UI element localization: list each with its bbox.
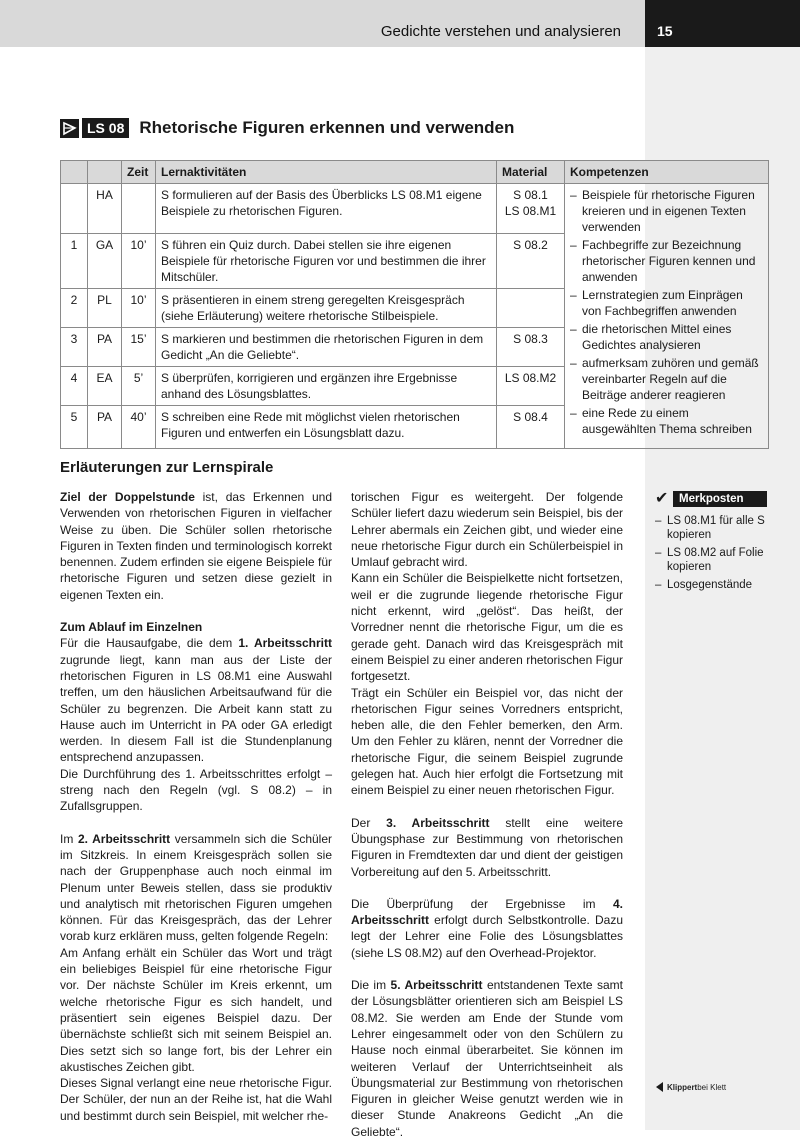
publisher-logo-icon (656, 1082, 663, 1092)
paragraph: Dieses Signal verlangt eine neue rhetorische Figur. Der Schüler, der nun an der Reihe ist, hat die Wahl und bestimmt durch sein Beispiel, mit welcher rhe- (60, 1076, 332, 1123)
ls-heading (60, 116, 514, 140)
row-zeit: 15’ (122, 328, 156, 367)
row-material: LS 08.M2 (497, 367, 565, 406)
row-zeit (122, 184, 156, 234)
row-material: S 08.1 LS 08.M1 (497, 184, 565, 234)
ls-title: Rhetorische Figuren erkennen und verwenden (139, 118, 515, 137)
paragraph: Im 2. Arbeitsschritt versammeln sich die Schüler im Sitzkreis. In einem Kreisgespräch sollen sie nach der Gruppenphase auch noch einmal im Plenum unter Beweis stellen, dass sie produktiv und analytisch mit rhetorischen Figuren umgehen können. Für das Kreisgespräch, das der Lehrer vorab kurz erklären muss, gelten folgende Regeln: (60, 831, 332, 944)
kompetenz-item: – Fachbegriffe zur Bezeichnung rhetorischer Figuren kennen und anwenden (570, 238, 756, 284)
row-aktivitaet: S überprüfen, korrigieren und ergänzen ihre Ergebnisse anhand des Lösungsblattes. (156, 367, 497, 406)
header-lernaktivitaeten: Lernaktivitäten (156, 161, 497, 184)
list-item: – LS 08.M2 auf Folie kopieren (655, 547, 764, 573)
merkposten-header (655, 490, 767, 508)
paragraph: Trägt ein Schüler ein Beispiel vor, das nicht der rhetorischen Figur seines Vorredners entspricht, heben alle, die den Fehler bemerken, den Arm. Um den Fehler zu klären, nennt der Vorredner die rhetorische Figur, die seinem Beispiel zugrunde gelegen hat. Auch hier erfolgt die Fortsetzung mit einem Beispiel zu einer neuen rhetorischen Figur. (351, 685, 623, 798)
row-aktivitaet: S präsentieren in einem streng geregelten Kreisgespräch (siehe Erläuterung) weitere rhetorische Stilbeispiele. (156, 289, 497, 328)
row-aktivitaet: S schreiben eine Rede mit möglichst vielen rhetorischen Figuren und entwerfen ein Lösungsblatt dazu. (156, 406, 497, 449)
table-header-row (61, 161, 769, 184)
row-zeit: 10’ (122, 289, 156, 328)
checkmark-icon: ✔ (655, 490, 669, 507)
paragraph: Ziel der Doppelstunde ist, das Erkennen und Verwenden von rhetorischen Figuren in vielfacher Weise zu üben. Die Schüler sollen rhetorische Figuren in Texten finden und terminologisch korrekt benennen. Zudem erfinden sie eigene Beispiele für rhetorische Figuren und setzen diese gezielt in eigenen Texten ein. (60, 490, 332, 602)
row-zeit: 40’ (122, 406, 156, 449)
row-nr: 4 (61, 367, 88, 406)
paragraph: Die im 5. Arbeitsschritt entstandenen Texte samt der Lösungsblätter orientieren sich am Beispiel LS 08.M2. Sie werden am Ende der Stunde vom Lehrer eingesammelt oder von den Schülern zu Hause noch einmal überarbeitet. Sie können im weiteren Verlauf der Unterrichtseinheit als Übungsmaterial zur Bestimmung von rhetorischen Figuren in gleicher Weise genutzt werden wie in dieser Stunde Anakreons Gedicht „An die Geliebte“. (351, 978, 624, 1139)
paragraph: torischen Figur es weitergeht. Der folgende Schüler liefert dazu wiederum sein Beispiel, bis der Lehrer abermals ein Zeichen gibt, und wieder eine neue rhetorische Figur durch ein Schülerbeispiel in Umlauf gebracht wird. (351, 490, 623, 570)
publisher-suffix: bei Klett (697, 1082, 727, 1092)
row-nr: 5 (61, 406, 88, 449)
kompetenz-item: – die rhetorischen Mittel eines Gedichtes analysieren (570, 322, 732, 352)
flag-icon (60, 119, 79, 138)
merkposten-box (655, 490, 767, 596)
page-number: 15 (657, 23, 673, 39)
paragraph: Die Durchführung des 1. Arbeitsschrittes erfolgt – streng nach den Regeln (vgl. S 08.2) – in Zufallsgruppen. (60, 766, 332, 814)
row-form: HA (88, 184, 122, 234)
header-title: Gedichte verstehen und analysieren (380, 23, 621, 40)
row-zeit: 5’ (122, 367, 156, 406)
row-form: PL (88, 289, 122, 328)
merkposten-list (655, 514, 767, 592)
kompetenz-item: – eine Rede zu einem ausgewählten Thema schreiben (570, 406, 752, 436)
table-row (61, 184, 769, 234)
text-column-left (60, 489, 332, 1124)
kompetenz-item: – aufmerksam zuhören und gemäß vereinbarter Regeln auf die Beiträge anderer reagieren (570, 356, 759, 402)
kompetenzen-cell (565, 184, 769, 449)
header-zeit: Zeit (122, 161, 156, 184)
row-form: GA (88, 234, 122, 289)
row-nr: 3 (61, 328, 88, 367)
paragraph: Der 3. Arbeitsschritt stellt eine weitere Übungsphase zur Bestimmung von rhetorischen Figuren in Fremdtexten dar und dient der geistigen Vorbereitung auf den 5. Arbeitsschritt. (351, 815, 624, 879)
row-form: PA (88, 406, 122, 449)
row-zeit: 10’ (122, 234, 156, 289)
list-item: – LS 08.M1 für alle S kopieren (655, 515, 765, 541)
row-aktivitaet: S führen ein Quiz durch. Dabei stellen sie ihre eigenen Beispiele für rhetorische Figuren vor und bestimmen die ihrer Mitschüler. (156, 234, 497, 289)
row-nr (61, 184, 88, 234)
paragraph: Für die Hausaufgabe, die dem 1. Arbeitsschritt zugrunde liegt, kann man aus der Liste der rhetorischen Figuren in LS 08.M1 eine Auswahl treffen, um den häuslichen Arbeitsaufwand für die Schüler zu begrenzen. Die Arbeit kann statt zu Hause auch im Unterricht in PA oder GA erledigt werden. In diesem Fall ist die Stundenplanung entsprechend anzupassen. (60, 636, 332, 765)
header-bar (0, 0, 645, 47)
row-form: EA (88, 367, 122, 406)
subheading: Zum Ablauf im Einzelnen (60, 620, 203, 635)
text-column-right (351, 489, 623, 1140)
kompetenz-item: – Lernstrategien zum Einprägen von Fachbegriffen anwenden (570, 288, 743, 318)
row-form: PA (88, 328, 122, 367)
row-material: S 08.2 (497, 234, 565, 289)
kompetenz-item: – Beispiele für rhetorische Figuren kreieren und in eigenen Texten verwenden (570, 188, 755, 234)
paragraph: Kann ein Schüler die Beispielkette nicht fortsetzen, weil er die zugrunde liegende rhetorische Figur nicht erkennt, wird „gelöst“. Das heißt, der Vorredner nennt die rhetorische Figur, um die es gerade geht. Danach wird das Kreisgespräch mit einem Beispiel zu einer anderen rhetorischen Figur fortgesetzt. (351, 571, 623, 684)
row-material (497, 289, 565, 328)
publisher-footer (656, 1082, 726, 1092)
header-material: Material (497, 161, 565, 184)
header-kompetenzen: Kompetenzen (565, 161, 769, 184)
header-form (88, 161, 122, 184)
row-nr: 2 (61, 289, 88, 328)
lesson-plan-table (60, 160, 769, 449)
header-nr (61, 161, 88, 184)
row-material: S 08.4 (497, 406, 565, 449)
list-item: – Losgegenstände (655, 579, 753, 591)
publisher-brand: Klippert (667, 1082, 698, 1092)
row-material: S 08.3 (497, 328, 565, 367)
row-aktivitaet: S markieren und bestimmen die rhetorischen Figuren in dem Gedicht „An die Geliebte“. (156, 328, 497, 367)
row-nr: 1 (61, 234, 88, 289)
ls-badge: LS 08 (82, 118, 129, 138)
paragraph: Am Anfang erhält ein Schüler das Wort und trägt ein beliebiges Beispiel für eine rhetorische Figur vor. Der nächste Schüler im Kreis erkennt, um welche rhetorische Figur es sich handelt, und präsentiert sein eigenes Beispiel dazu. Der übernächste schließt sich mit seinem Beispiel an. Dies setzt sich so lange fort, bis der Lehrer ein akustisches Zeichen gibt. (60, 945, 332, 1074)
page-number-box (645, 0, 800, 47)
merkposten-title: Merkposten (673, 491, 767, 507)
row-aktivitaet: S formulieren auf der Basis des Überblicks LS 08.M1 eigene Beispiele zu rhetorischen Figuren. (156, 184, 497, 234)
section-heading: Erläuterungen zur Lernspirale (60, 459, 274, 476)
paragraph: Die Überprüfung der Ergebnisse im 4. Arbeitsschritt erfolgt durch Selbstkontrolle. Dazu legt der Lehrer eine Folie des Lösungsblattes (siehe LS 08.M2) auf den Overhead-Projektor. (351, 896, 623, 960)
